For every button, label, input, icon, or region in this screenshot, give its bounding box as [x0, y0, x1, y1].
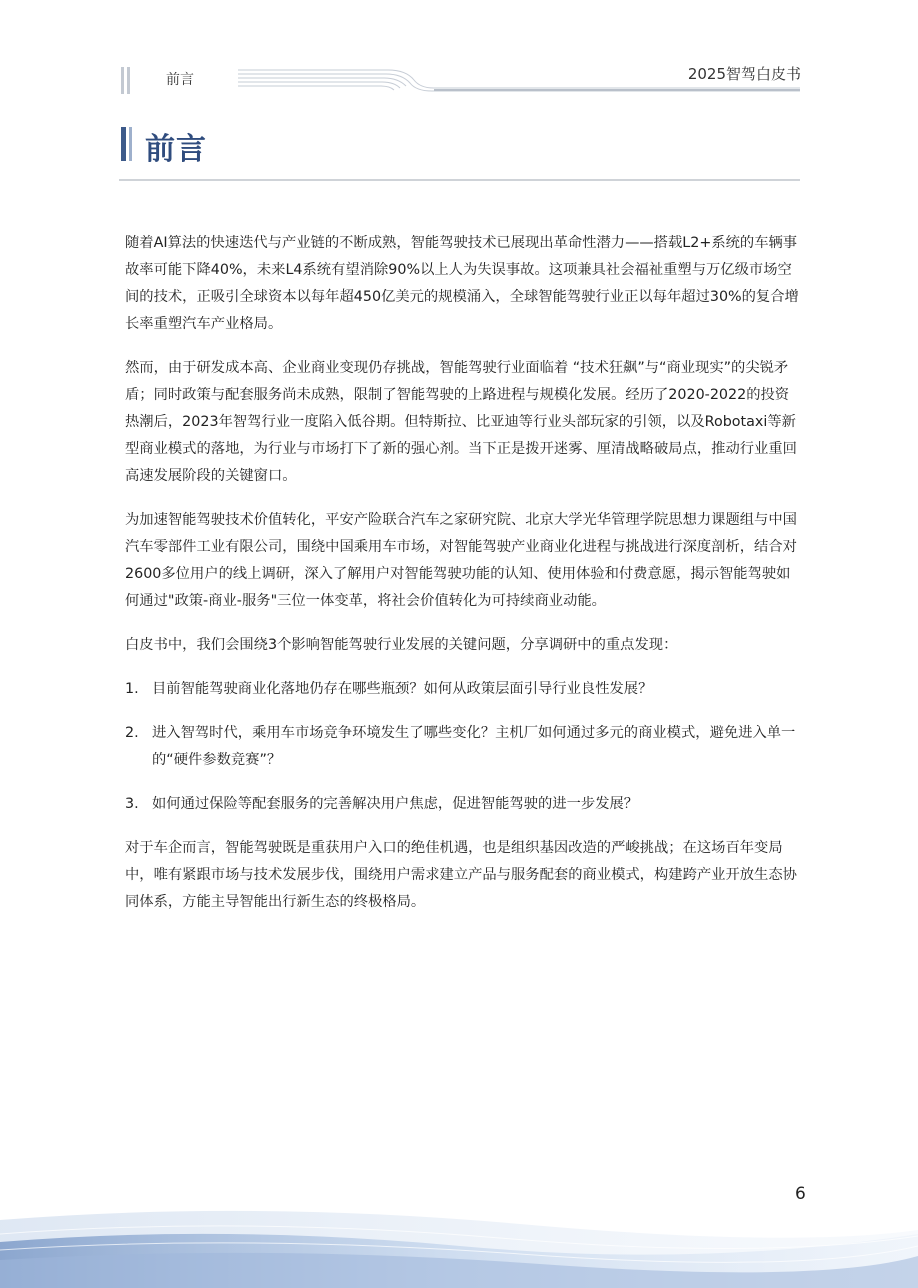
question-item: [125, 720, 803, 774]
question-number: 2.: [125, 725, 139, 741]
heading-divider: [119, 179, 800, 181]
closing-paragraph: 对于车企而言，智能驾驶既是重获用户入口的绝佳机遇，也是组织基因改造的严峻挑战；在这场百年变局中，唯有紧跟市场与技术发展步伐，围绕用户需求建立产品与服务配套的商业模式，构建跨产业开放生态协同体系，方能主导智能出行新生态的终极格局。: [125, 840, 797, 910]
heading-accent-bar: [121, 127, 133, 161]
header-section-label: 前言: [166, 72, 194, 88]
paragraph: 为加速智能驾驶技术价值转化，平安产险联合汽车之家研究院、北京大学光华管理学院思想力课题组与中国汽车零部件工业有限公司，围绕中国乘用车市场，对智能驾驶产业商业化进程与挑战进行深度剖析，结合对2600多位用户的线上调研，深入了解用户对智能驾驶功能的认知、使用体验和付费意愿，揭示智能驾驶如何通过"政策-商业-服务"三位一体变革，将社会价值转化为可持续商业动能。: [125, 512, 797, 609]
question-item: [125, 676, 803, 703]
paragraph: 随着AI算法的快速迭代与产业链的不断成熟，智能驾驶技术已展现出革命性潜力——搭载L2+系统的车辆事故率可能下降40%，未来L4系统有望消除90%以上人为失误事故。这项兼具社会福祉重塑与万亿级市场空间的技术，正吸引全球资本以每年超450亿美元的规模涌入，全球智能驾驶行业正以每年超过30%的复合增长率重塑汽车产业格局。: [125, 235, 799, 332]
body-text: [125, 230, 803, 933]
footer-wave-decor: [0, 1190, 918, 1288]
question-item: [125, 791, 803, 818]
question-number: 3.: [125, 796, 139, 812]
question-number: 1.: [125, 681, 139, 697]
question-text: 目前智能驾驶商业化落地仍存在哪些瓶颈？如何从政策层面引导行业良性发展？: [152, 681, 653, 697]
paragraph: 然而，由于研发成本高、企业商业变现仍存挑战，智能驾驶行业面临着 “技术狂飙”与“商业现实”的尖锐矛盾；同时政策与配套服务尚未成熟，限制了智能驾驶的上路进程与规模化发展。经历了2020-2022的投资热潮后，2023年智驾行业一度陷入低谷期。但特斯拉、比亚迪等行业头部玩家的引领，以及Robotaxi等新型商业模式的落地，为行业与市场打下了新的强心剂。当下正是拨开迷雾、厘清战略破局点，推动行业重回高速发展阶段的关键窗口。: [125, 360, 797, 484]
question-text: 如何通过保险等配套服务的完善解决用户焦虑，促进智能驾驶的进一步发展？: [152, 796, 639, 812]
page-heading: 前言: [145, 132, 207, 167]
paragraph: 白皮书中，我们会围绕3个影响智能驾驶行业发展的关键问题，分享调研中的重点发现：: [125, 637, 678, 653]
document-title: 2025智驾白皮书: [687, 65, 801, 83]
question-text: 进入智驾时代，乘用车市场竞争环境发生了哪些变化？主机厂如何通过多元的商业模式，避免进入单一的“硬件参数竞赛”？: [152, 725, 796, 768]
page-number: 6: [795, 1184, 806, 1204]
header-decor-bars: [121, 67, 133, 94]
